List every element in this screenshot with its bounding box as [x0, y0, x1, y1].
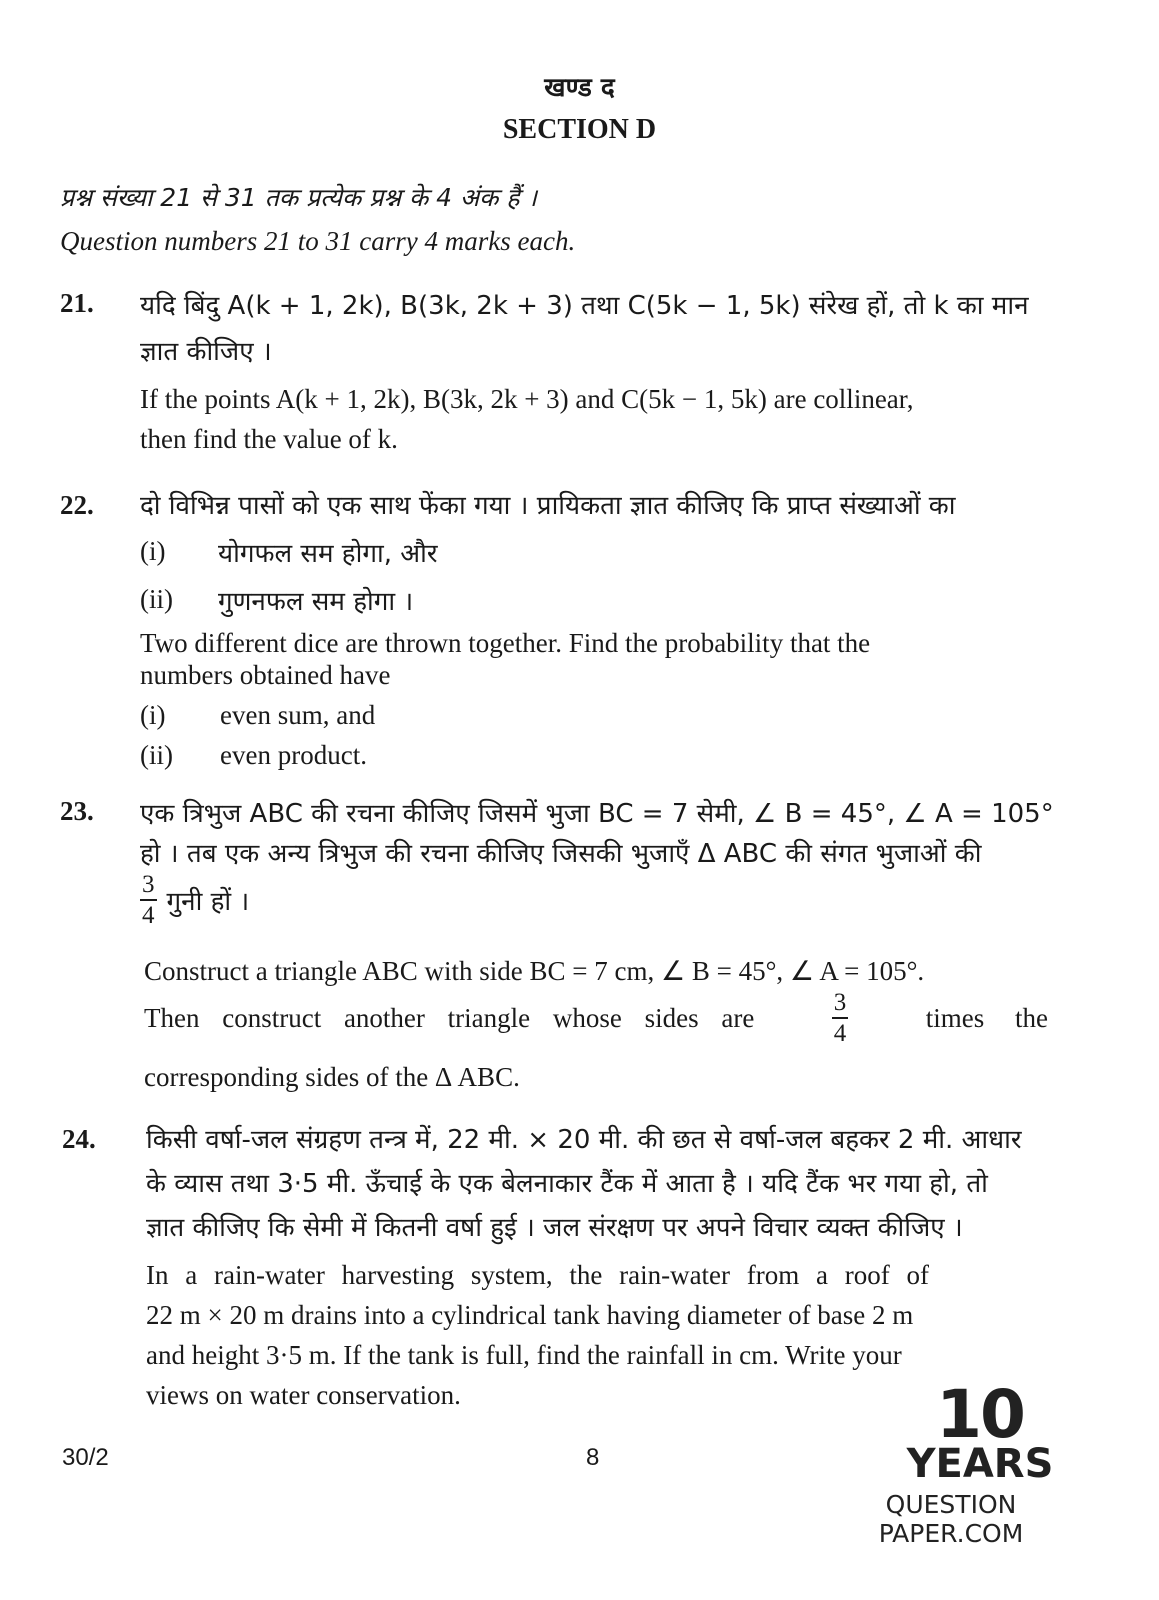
- q23-english-fraction-numerator: 3: [832, 990, 849, 1019]
- question-21-number: 21.: [60, 288, 94, 318]
- q22-hindi-stem: दो विभिन्न पासों को एक साथ फेंका गया । प्रायिकता ज्ञात कीजिए कि प्राप्त संख्याओं का: [140, 491, 956, 521]
- q22-english-part-i-text: even sum, and: [220, 700, 376, 730]
- q22-hindi-part-ii-label: (ii): [140, 584, 173, 614]
- q22-english-line1: Two different dice are thrown together. Find the probability that the: [140, 628, 871, 658]
- q23-english-line3: corresponding sides of the Δ ABC.: [144, 1062, 520, 1092]
- q23-english-fraction: [832, 990, 849, 1046]
- q24-english-line1: In a rain-water harvesting system, the rain-water from a roof of: [146, 1260, 929, 1290]
- question-22-number: 22.: [60, 490, 94, 520]
- instruction-hindi: प्रश्न संख्या 21 से 31 तक प्रत्येक प्रश्न के 4 अंक हैं ।: [60, 183, 537, 212]
- q22-english-part-i-label: (i): [140, 700, 166, 730]
- watermark-number: 10: [936, 1376, 1024, 1453]
- section-title: SECTION D: [502, 114, 657, 145]
- instruction-english: Question numbers 21 to 31 carry 4 marks each.: [60, 226, 576, 256]
- q23-hindi-line3: गुनी हों ।: [166, 887, 250, 917]
- q23-hindi-fraction-denominator: 4: [142, 902, 155, 929]
- q23-hindi-fraction-numerator: 3: [140, 872, 157, 901]
- q23-english-line1: Construct a triangle ABC with side BC = 7 cm, ∠ B = 45°, ∠ A = 105°.: [144, 956, 925, 986]
- q24-hindi-line1: किसी वर्षा-जल संग्रहण तन्त्र में, 22 मी. × 20 मी. की छत से वर्षा-जल बहकर 2 मी. आधार: [146, 1125, 1022, 1155]
- q21-hindi-line1: यदि बिंदु A(k + 1, 2k), B(3k, 2k + 3) तथा C(5k − 1, 5k) संरेख हों, तो k का मान: [140, 291, 1029, 321]
- q21-english-line2: then find the value of k.: [140, 424, 398, 454]
- watermark-site: QUESTION PAPER.COM: [878, 1490, 1024, 1548]
- q23-english-line2b: times the: [925, 1002, 1048, 1033]
- section-hindi-title: खण्ड द: [544, 73, 615, 103]
- watermark-word: YEARS: [906, 1441, 1054, 1487]
- question-23-number: 23.: [60, 796, 94, 826]
- q21-english-line1: If the points A(k + 1, 2k), B(3k, 2k + 3) and C(5k − 1, 5k) are collinear,: [140, 384, 914, 414]
- question-24-number: 24.: [62, 1124, 96, 1154]
- q24-hindi-line3: ज्ञात कीजिए कि सेमी में कितनी वर्षा हुई । जल संरक्षण पर अपने विचार व्यक्त कीजिए ।: [146, 1213, 963, 1243]
- q24-hindi-line2: के व्यास तथा 3·5 मी. ऊँचाई के एक बेलनाकार टैंक में आता है । यदि टैंक भर गया हो, तो: [146, 1169, 988, 1199]
- q22-hindi-part-ii-text: गुणनफल सम होगा ।: [218, 587, 414, 617]
- q23-hindi-line2: हो । तब एक अन्य त्रिभुज की रचना कीजिए जिसकी भुजाएँ Δ ABC की संगत भुजाओं की: [140, 839, 982, 869]
- q22-hindi-part-i-text: योगफल सम होगा, और: [218, 539, 438, 569]
- q22-hindi-part-i-label: (i): [140, 536, 166, 566]
- paper-code: 30/2: [62, 1444, 109, 1471]
- q23-english-fraction-denominator: 4: [833, 1020, 847, 1047]
- q21-hindi-line2: ज्ञात कीजिए ।: [140, 337, 272, 367]
- q23-hindi-line3-row: [140, 872, 249, 928]
- q23-hindi-fraction: [140, 872, 157, 928]
- page-number: 8: [586, 1444, 600, 1471]
- q23-hindi-line1: एक त्रिभुज ABC की रचना कीजिए जिसमें भुजा BC = 7 सेमी, ∠ B = 45°, ∠ A = 105°: [140, 799, 1054, 829]
- q22-english-part-ii-label: (ii): [140, 740, 173, 770]
- q24-english-line4: views on water conservation.: [146, 1380, 461, 1410]
- q22-english-part-ii-text: even product.: [220, 740, 367, 770]
- q24-english-line3: and height 3·5 m. If the tank is full, find the rainfall in cm. Write your: [146, 1340, 902, 1370]
- q23-english-line2a: Then construct another triangle whose sides are: [144, 1002, 755, 1033]
- q22-english-line2: numbers obtained have: [140, 660, 391, 690]
- q24-english-line2: 22 m × 20 m drains into a cylindrical tank having diameter of base 2 m: [146, 1300, 914, 1330]
- q23-english-line2-row: [144, 990, 1048, 1046]
